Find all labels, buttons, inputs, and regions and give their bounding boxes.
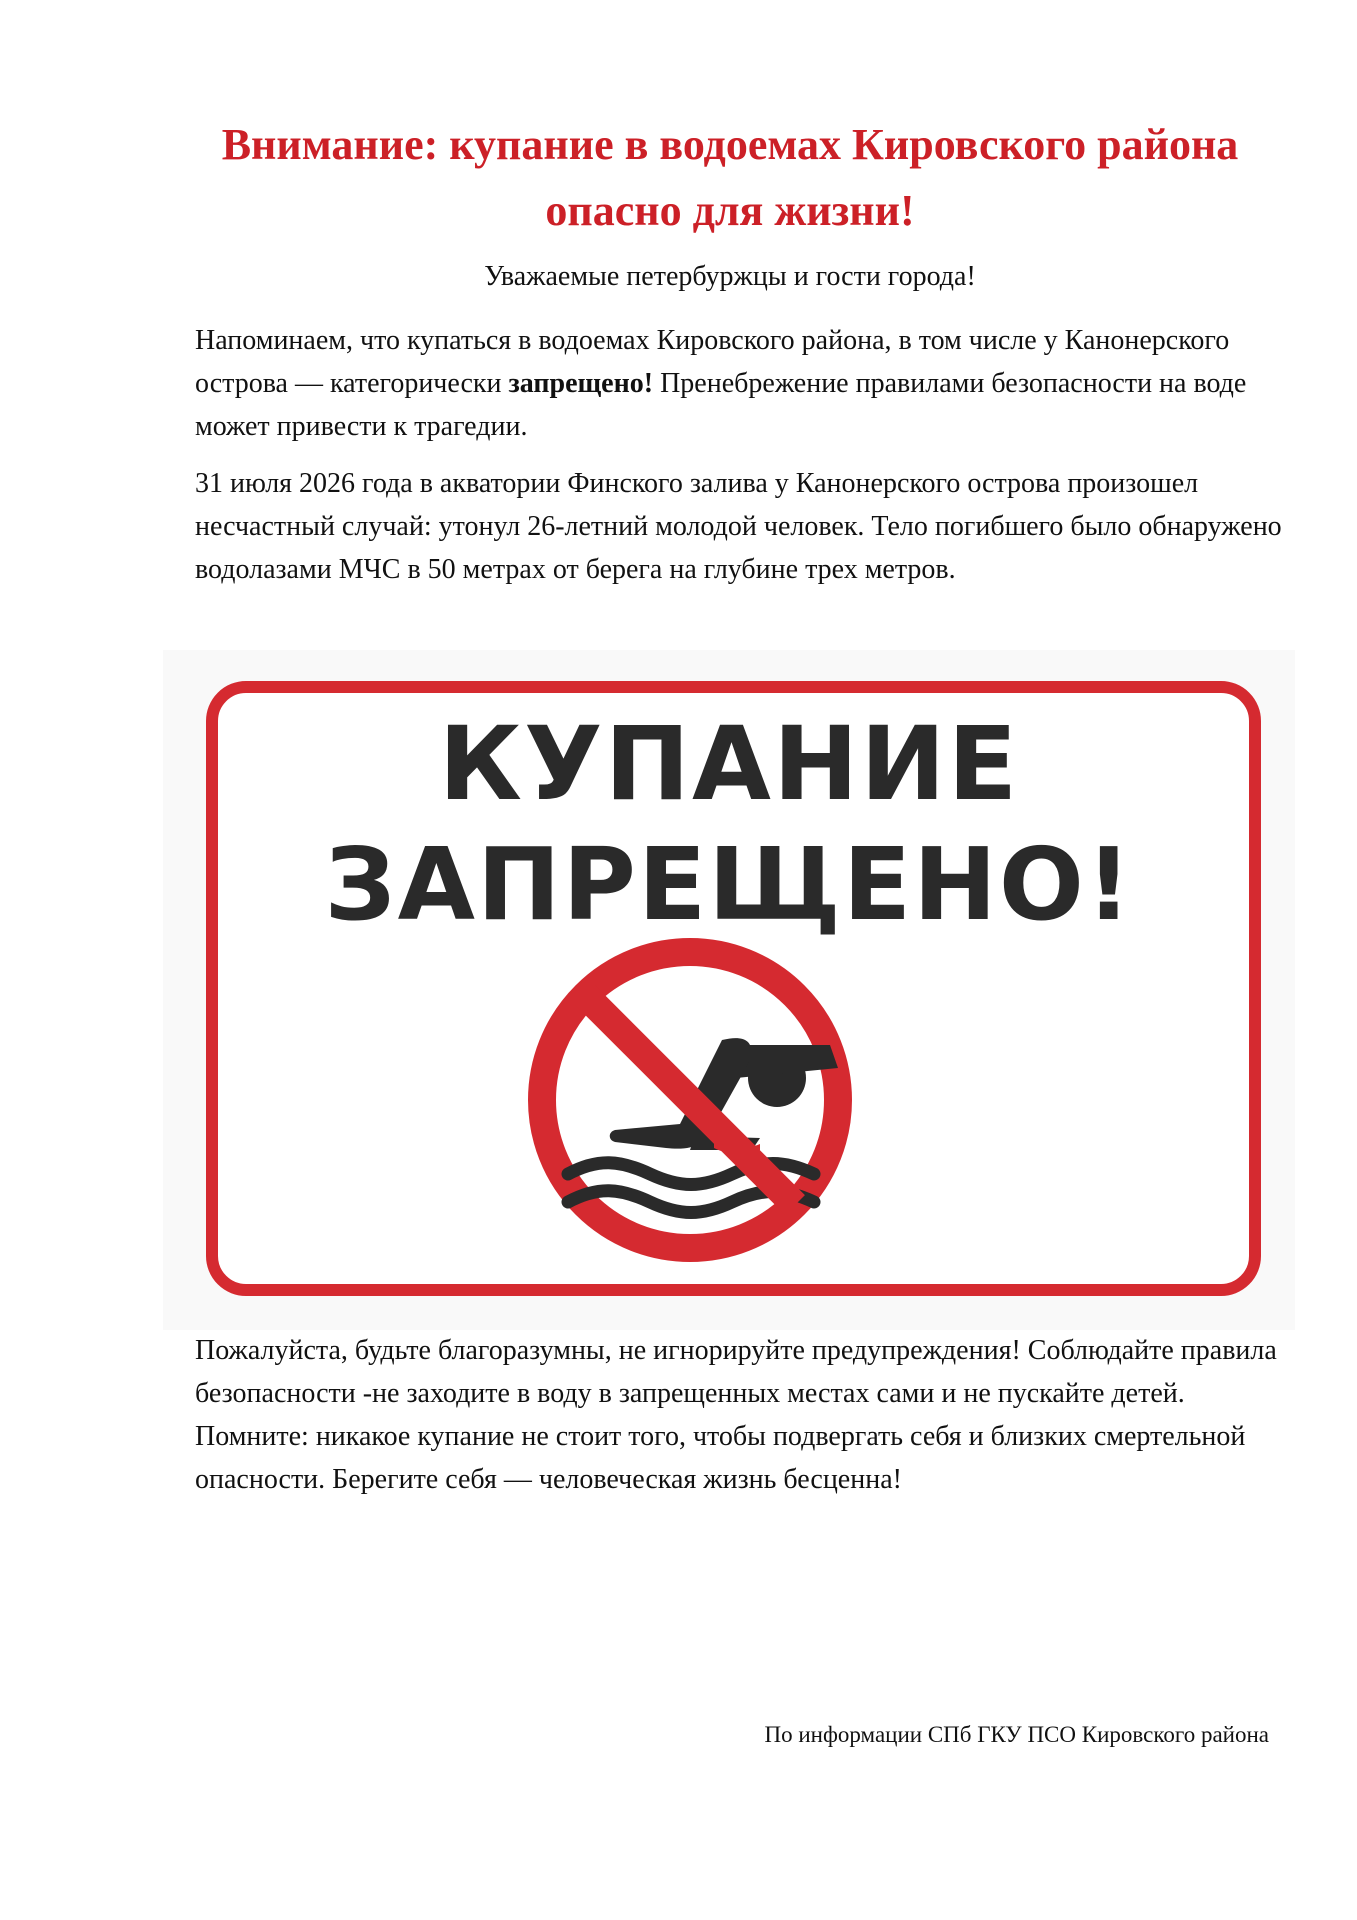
no-swimming-sign <box>163 650 1295 1330</box>
sign-line-2: ЗАПРЕЩЕНО! <box>324 826 1134 943</box>
greeting: Уважаемые петербуржцы и гости города! <box>484 261 976 292</box>
paragraph-warning-text-start: Напоминаем, что купаться в водоемах Кировского района, в том числе у Канонерского острова — категорически <box>195 325 1230 399</box>
paragraph-warning <box>195 319 1285 448</box>
sign-line-1: КУПАНИЕ <box>438 705 1020 824</box>
paragraph-appeal: Пожалуйста, будьте благоразумны, не игнорируйте предупреждения! Соблюдайте правила безопасности -не заходите в воду в запрещенных местах сами и не пускайте детей. Помните: никакое купание не стоит того, чтобы подвергать себя и близких смертельной опасности. Берегите себя — человеческая жизнь бесценна! <box>195 1335 1277 1495</box>
source-credit: По информации СПб ГКУ ПСО Кировского района <box>764 1722 1269 1747</box>
paragraph-warning-bold: запрещено! <box>508 368 654 399</box>
paragraph-warning-text-end: Пренебрежение правилами безопасности на воде может привести к трагедии. <box>195 368 1247 442</box>
no-swimming-icon <box>490 928 890 1278</box>
page-title: Внимание: купание в водоемах Кировского района опасно для жизни! <box>221 120 1239 235</box>
paragraph-incident: 31 июля 2026 года в акватории Финского залива у Канонерского острова произошел несчастный случай: утонул 26-летний молодой человек. Тело погибшего было обнаружено водолазами МЧС в 50 метрах от берега на глубине трех метров. <box>195 468 1282 585</box>
